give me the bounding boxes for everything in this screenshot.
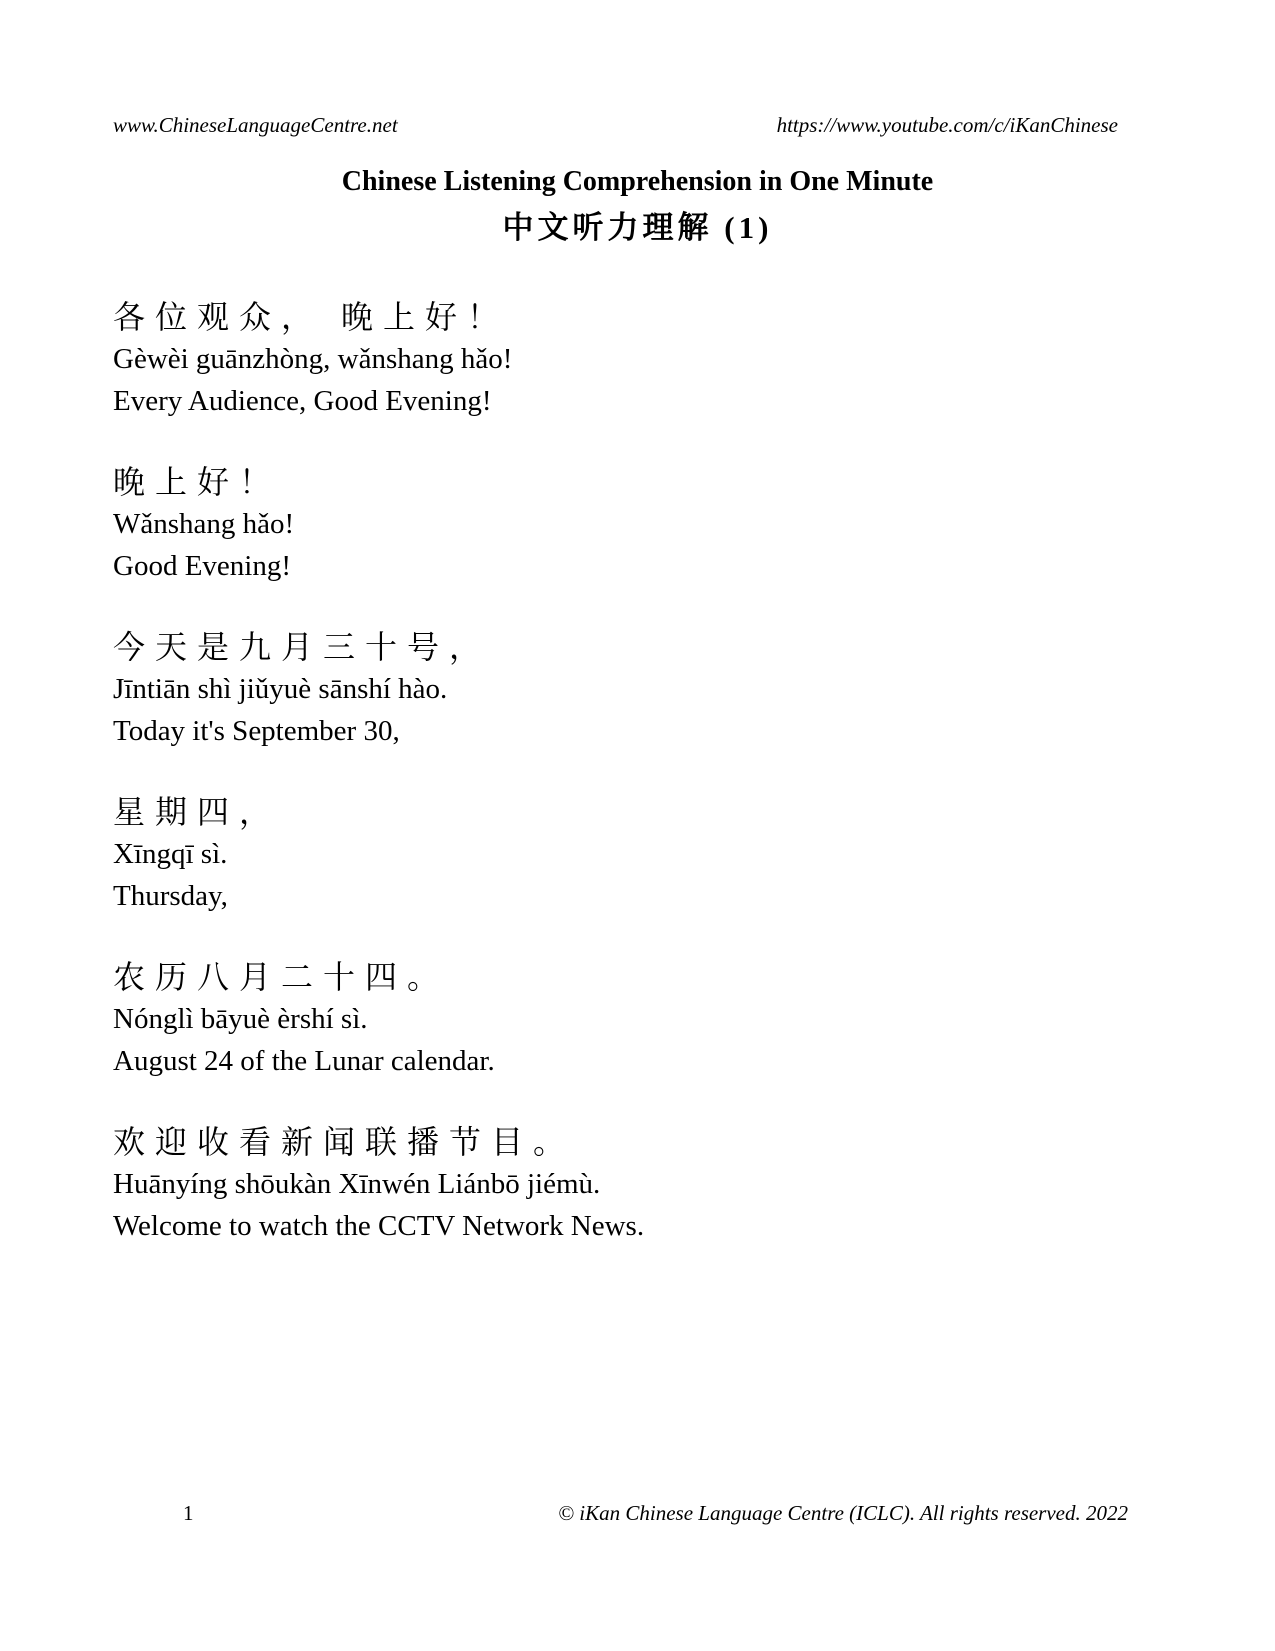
hanzi-line: 星期四， (113, 794, 282, 830)
sentence-block-6 (113, 1121, 1175, 1247)
sentence-block-3 (113, 626, 1175, 752)
english-line: Welcome to watch the CCTV Network News. (113, 1210, 645, 1242)
copyright-notice: © iKan Chinese Language Centre (ICLC). All rights reserved. 2022 (558, 1501, 1128, 1525)
hanzi-line: 欢迎收看新闻联播节目。 (113, 1124, 576, 1160)
header-right-url: https://www.youtube.com/c/iKanChinese (776, 113, 1118, 137)
pinyin-line: Nónglì bāyuè èrshí sì. (113, 1003, 368, 1035)
english-line: August 24 of the Lunar calendar. (113, 1045, 495, 1077)
pinyin-line: Huānyíng shōukàn Xīnwén Liánbō jiémù. (113, 1168, 601, 1200)
document-title-english: Chinese Listening Comprehension in One Minute (341, 166, 934, 197)
hanzi-line: 各位观众， 晚上好！ (113, 299, 510, 335)
document-body (113, 296, 1175, 1286)
hanzi-line: 今天是九月三十号， (113, 629, 492, 665)
hanzi-line: 晚上好！ (113, 464, 282, 500)
header-left-url: www.ChineseLanguageCentre.net (113, 113, 398, 137)
hanzi-line: 农历八月二十四。 (113, 959, 450, 995)
sentence-block-5 (113, 956, 1175, 1082)
page-header (113, 112, 1118, 138)
english-line: Thursday, (113, 880, 228, 912)
sentence-block-4 (113, 791, 1175, 917)
page-footer (183, 1500, 1128, 1526)
document-title-chinese: 中文听力理解 (1) (502, 210, 773, 245)
page-number: 1 (183, 1501, 194, 1525)
english-line: Every Audience, Good Evening! (113, 385, 492, 417)
english-line: Today it's September 30, (113, 715, 400, 747)
pinyin-line: Gèwèi guānzhòng, wǎnshang hǎo! (113, 343, 513, 375)
english-line: Good Evening! (113, 550, 291, 582)
pinyin-line: Jīntiān shì jiǔyuè sānshí hào. (113, 673, 448, 705)
sentence-block-1 (113, 296, 1175, 422)
sentence-block-2 (113, 461, 1175, 587)
pinyin-line: Xīngqī sì. (113, 838, 228, 870)
pinyin-line: Wǎnshang hǎo! (113, 508, 295, 540)
